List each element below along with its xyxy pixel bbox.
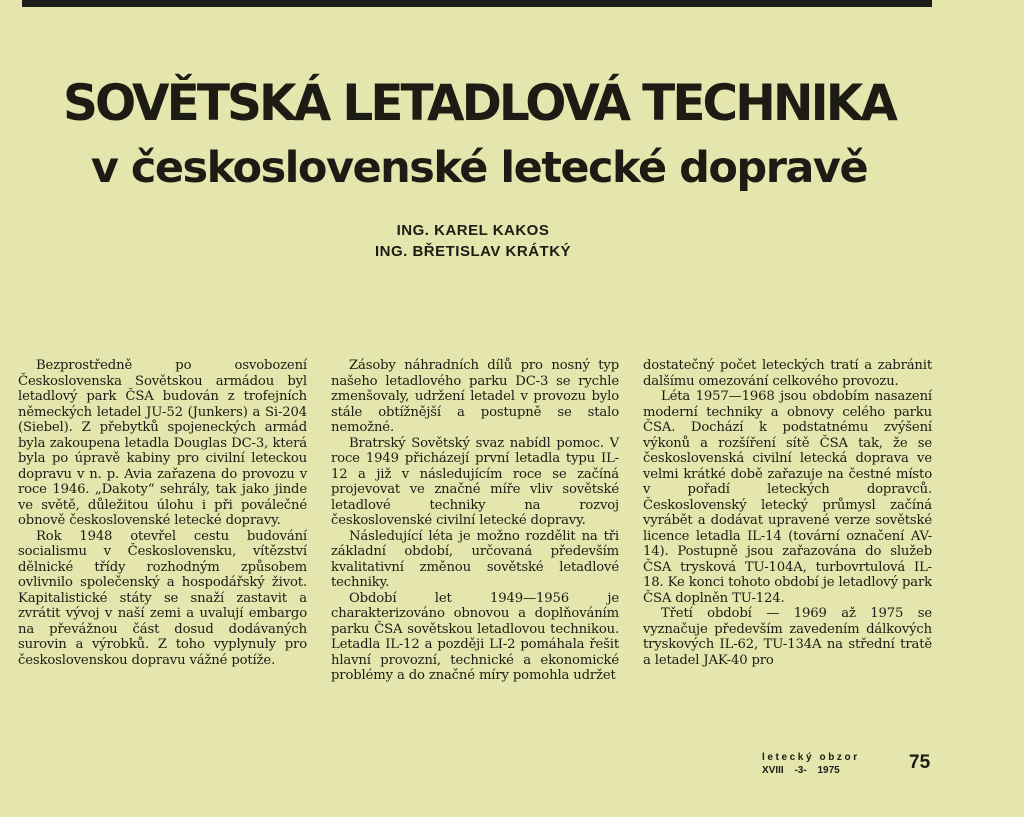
top-rule — [22, 0, 932, 7]
article-column-1 — [18, 358, 307, 668]
paragraph-continued: dostatečný počet leteckých tratí a zabránit dalšímu omezování celkového provozu. — [643, 358, 932, 389]
article-title: SOVĚTSKÁ LETADLOVÁ TECHNIKA — [62, 74, 896, 132]
year: 1975 — [817, 765, 840, 776]
article-column-2 — [331, 358, 619, 684]
volume: XVIII — [762, 765, 784, 776]
paragraph: Třetí období — 1969 až 1975 se vyznačuje především zavedením dálkových tryskových IL-62, TU-134A na střední tratě a letadel JAK-40 pro — [643, 606, 932, 668]
article-column-3 — [643, 358, 932, 668]
paragraph: Následující léta je možno rozdělit na tři základní období, určovaná především kvalitativní změnou sovětské letadlové techniky. — [331, 528, 619, 590]
paragraph: Bezprostředně po osvobození Československa Sovětskou armádou byl letadlový park ČSA budován z trofejních německých letadel JU-52 (Junkers) a Si-204 (Siebel). Z přebytků spojeneckých armád byla zakoupena letadla Douglas DC-3, která byla po úpravě kabiny pro civilní leteckou dopravu v n. p. Avia zařazena do provozu v roce 1946. „Dakoty“ sehrály, tak jako jinde ve světě, důležitou úlohu i při poválečné obnově československé letecké dopravy. — [18, 358, 307, 528]
paragraph: Zásoby náhradních dílů pro nosný typ našeho letadlového parku DC-3 se rychle zmenšovaly, udržení letadel v provozu bylo stále obtížnější a postupně se stalo nemožné. — [331, 358, 619, 435]
author-1: ING. KAREL KAKOS — [396, 222, 550, 239]
article-subtitle: v československé letecké dopravě — [90, 143, 868, 193]
magazine-name: letecký obzor — [762, 752, 860, 763]
paragraph: Léta 1957—1968 jsou obdobím nasazení moderní techniky a obnovy celého parku ČSA. Dochází k podstatnému zvýšení výkonů a rozšíření sítě ČSA tak, že se československá civilní letecká doprava ve velmi krátké době zařazuje na čestné místo v pořadí leteckých dopravců. Československý letecký průmysl začíná vyrábět a dodávat upravené verze sovětské licence letadla IL-14 (tovární označení AV-14). Postupně jsou zařazována do služeb ČSA trysková TU-104A, turbovrtulová IL-18. Ke konci tohoto období je letadlový park ČSA doplněn TU-124. — [643, 389, 932, 606]
paragraph: Období let 1949—1956 je charakterizováno obnovou a doplňováním parku ČSA sovětskou letadlovou technikou. Letadla IL-12 a později LI-2 pomáhala řešit hlavní provozní, technické a ekonomické problémy a do značné míry pomohla udržet — [331, 590, 619, 683]
page-number: 75 — [909, 752, 931, 773]
issue-number: -3- — [794, 765, 807, 776]
paragraph: Bratrský Sovětský svaz nabídl pomoc. V roce 1949 přicházejí první letadla typu IL-12 a již v následujícím roce se začíná projevovat ve značné míře vliv sovětské letadlové techniky na rozvoj československé civilní letecké dopravy. — [331, 435, 619, 528]
issue-info — [762, 765, 840, 777]
paragraph: Rok 1948 otevřel cestu budování socialismu v Československu, vítězství dělnické třídy rozhodným způsobem ovlivnilo společenský a hospodářský život. Kapitalistické státy se snaží zastavit a zvrátit vývoj v naší zemi a uvalují embargo na převážnou část dosud dodávaných surovin a výrobků. Z toho vyplynuly pro československou dopravu vážné potíže. — [18, 528, 307, 668]
author-2: ING. BŘETISLAV KRÁTKÝ — [374, 243, 572, 260]
